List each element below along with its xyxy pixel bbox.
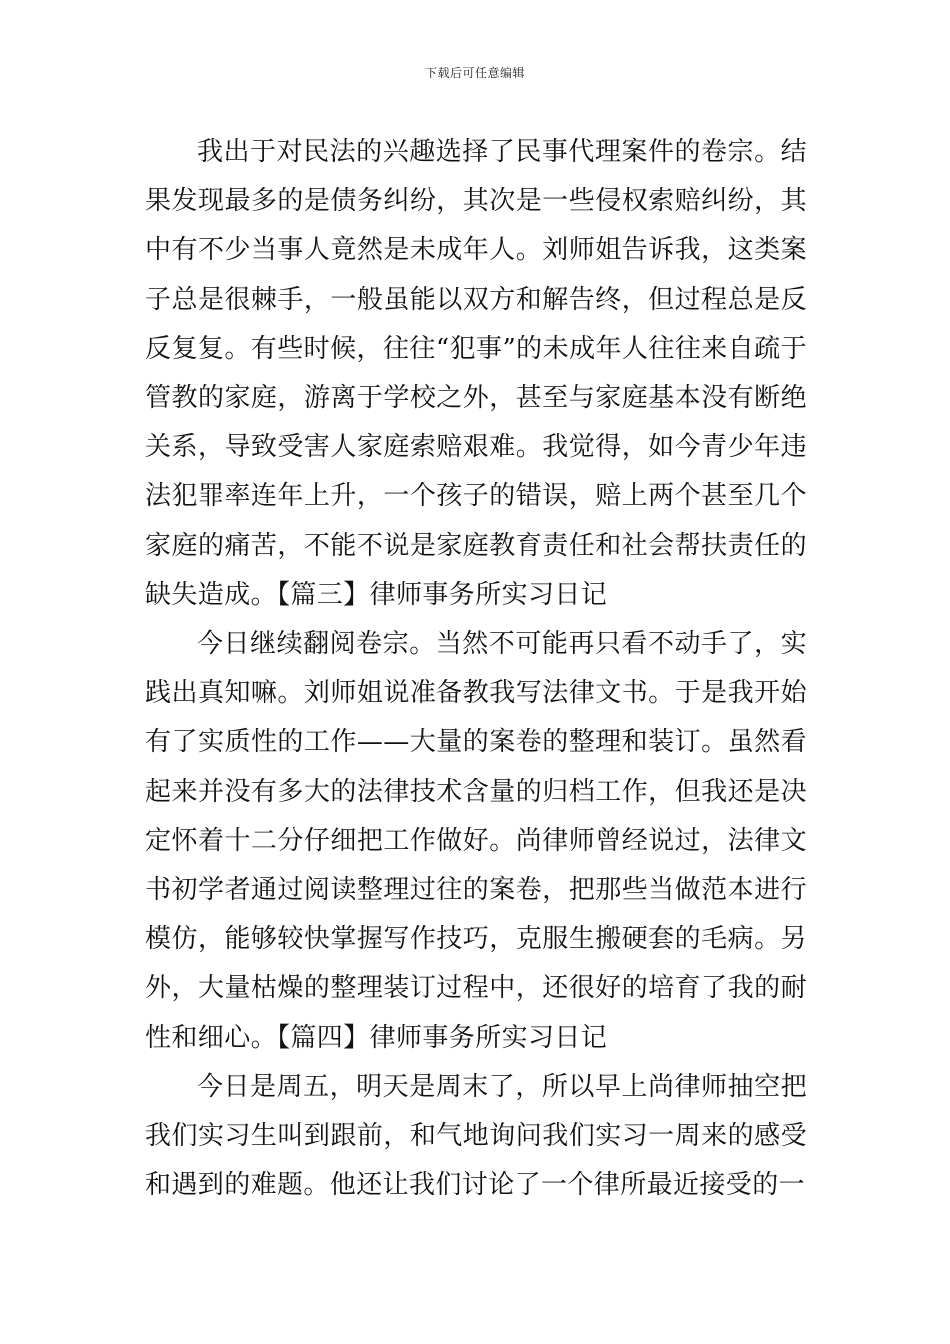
header-note: 下载后可任意编辑 [424,66,525,80]
paragraph-2: 今日继续翻阅卷宗。当然不可能再只看不动手了，实践出真知嘛。刘师姐说准备教我写法律文书。于是我开始有了实质性的工作——大量的案卷的整理和装订。虽然看起来并没有多大的法律技术含量的归档工作，但我还是决定怀着十二分仔细把工作做好。尚律师曾经说过，法律文书初学者通过阅读整理过往的案卷，把那些当做范本进行模仿，能够较快掌握写作技巧，克服生搬硬套的毛病。另外，大量枯燥的整理装订过程中，还很好的培育了我的耐性和细心。【篇四】律师事务所实习日记 [145,629,807,1053]
paragraph-1: 我出于对民法的兴趣选择了民事代理案件的卷宗。结果发现最多的是债务纠纷，其次是一些侵权索赔纠纷，其中有不少当事人竟然是未成年人。刘师姐告诉我，这类案子总是很棘手，一般虽能以双方和解告终，但过程总是反反复复。有些时候，往往“犯事”的未成年人往往来自疏于管教的家庭，游离于学校之外，甚至与家庭基本没有断绝关系，导致受害人家庭索赔艰难。我觉得，如今青少年违法犯罪率连年上升，一个孩子的错误，赔上两个甚至几个家庭的痛苦，不能不说是家庭教育责任和社会帮扶责任的缺失造成。【篇三】律师事务所实习日记 [145,137,807,610]
paragraph-3: 今日是周五，明天是周末了，所以早上尚律师抽空把我们实习生叫到跟前，和气地询问我们实习一周来的感受和遇到的难题。他还让我们讨论了一个律所最近接受的一 [145,1071,807,1201]
document-body [145,128,807,1210]
